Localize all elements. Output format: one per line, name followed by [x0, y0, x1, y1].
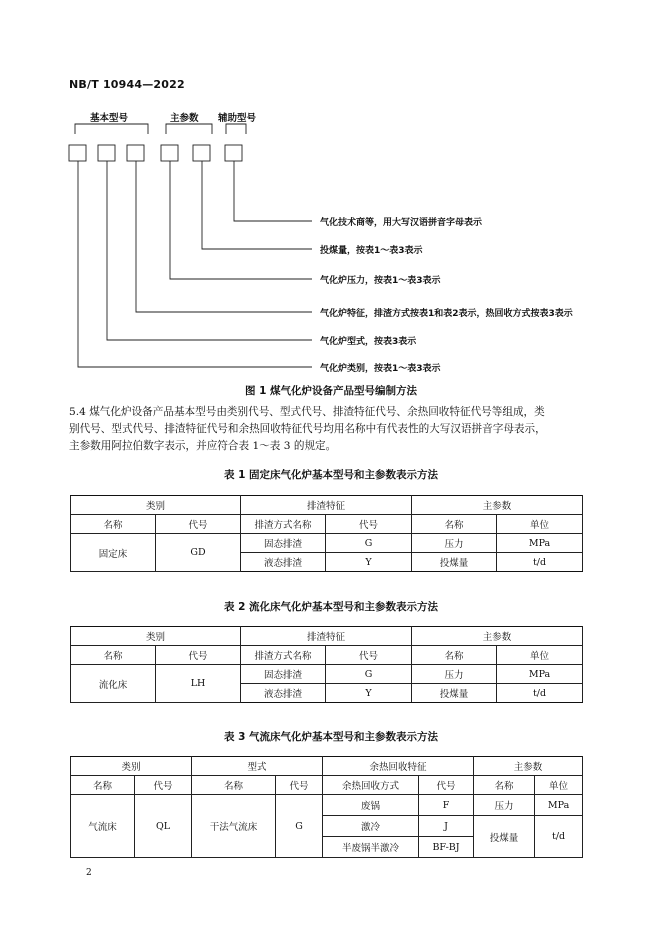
heat-method: 半废锅半激冷	[323, 837, 419, 858]
column-header: 代号	[326, 646, 412, 665]
annotation-feed: 投煤量，按表1～表3表示	[320, 246, 423, 256]
param-name: 投煤量	[412, 684, 497, 703]
category-name: 固定床	[71, 534, 156, 572]
slag-method: 固态排渣	[241, 665, 326, 684]
column-header: 单位	[497, 646, 583, 665]
leader-feature	[136, 161, 312, 312]
code-box-6	[225, 145, 242, 161]
category-name: 气流床	[71, 795, 135, 858]
param-name: 压力	[412, 534, 497, 553]
column-header: 单位	[497, 515, 583, 534]
param-unit: t/d	[535, 816, 583, 858]
group-header: 排渣特征	[241, 496, 412, 515]
leader-type	[107, 161, 312, 340]
code-box-3	[127, 145, 144, 161]
label-basic-model: 基本型号	[90, 113, 129, 124]
table3-caption: 表 3 气流床气化炉基本型号和主参数表示方法	[223, 731, 439, 743]
leader-feed	[202, 161, 312, 249]
heat-method: 激冷	[323, 816, 419, 837]
paragraph-line: 主参数用阿拉伯数字表示，并应符合表 1～表 3 的规定。	[69, 440, 337, 452]
group-header: 类别	[71, 496, 241, 515]
param-unit: t/d	[497, 553, 583, 572]
table2-caption: 表 2 流化床气化炉基本型号和主参数表示方法	[223, 601, 439, 613]
code-box-4	[161, 145, 178, 161]
code-box-2	[98, 145, 115, 161]
model-code-diagram	[0, 0, 662, 380]
column-header: 单位	[535, 776, 583, 795]
column-header: 名称	[412, 515, 497, 534]
category-name: 流化床	[71, 665, 156, 703]
group-header: 型式	[192, 757, 323, 776]
code-box-5	[193, 145, 210, 161]
param-unit: MPa	[535, 795, 583, 816]
column-header: 代号	[326, 515, 412, 534]
leader-pressure	[170, 161, 312, 279]
group-header: 类别	[71, 757, 192, 776]
slag-method: 液态排渣	[241, 553, 326, 572]
column-header: 代号	[156, 515, 241, 534]
group-header: 主参数	[474, 757, 583, 776]
heat-method: 废锅	[323, 795, 419, 816]
column-header: 代号	[419, 776, 474, 795]
param-name: 压力	[412, 665, 497, 684]
column-header: 名称	[71, 776, 135, 795]
standard-code: NB/T 10944—2022	[69, 78, 185, 91]
annotation-category: 气化炉类别，按表1～表3表示	[320, 364, 441, 374]
section-5-4	[69, 404, 583, 455]
heat-code: BF-BJ	[419, 837, 474, 858]
paragraph-line: 5.4 煤气化炉设备产品基本型号由类别代号、型式代号、排渣特征代号、余热回收特征代号等组成，类	[69, 406, 545, 418]
slag-code: G	[326, 534, 412, 553]
column-header: 余热回收方式	[323, 776, 419, 795]
param-name: 压力	[474, 795, 535, 816]
param-name: 投煤量	[412, 553, 497, 572]
group-header: 主参数	[412, 627, 583, 646]
slag-method: 固态排渣	[241, 534, 326, 553]
bracket-aux	[226, 124, 246, 134]
annotation-aux: 气化技术商等，用大写汉语拼音字母表示	[320, 218, 483, 228]
column-header: 代号	[156, 646, 241, 665]
bracket-basic	[75, 124, 148, 134]
table1	[70, 495, 583, 572]
paragraph-line: 别代号、型式代号、排渣特征代号和余热回收特征代号均用名称中有代表性的大写汉语拼音字母表示，	[69, 423, 546, 435]
group-header: 排渣特征	[241, 627, 412, 646]
column-header: 排渣方式名称	[241, 646, 326, 665]
slag-method: 液态排渣	[241, 684, 326, 703]
column-header: 排渣方式名称	[241, 515, 326, 534]
category-code: QL	[135, 795, 192, 858]
param-name: 投煤量	[474, 816, 535, 858]
label-aux-model: 辅助型号	[218, 113, 257, 124]
group-header: 余热回收特征	[323, 757, 474, 776]
group-header: 主参数	[412, 496, 583, 515]
heat-code: J	[419, 816, 474, 837]
annotation-type: 气化炉型式，按表3表示	[320, 337, 417, 347]
table1-caption: 表 1 固定床气化炉基本型号和主参数表示方法	[223, 469, 439, 481]
heat-code: F	[419, 795, 474, 816]
figure-caption: 图 1 煤气化炉设备产品型号编制方法	[244, 385, 418, 397]
column-header: 名称	[412, 646, 497, 665]
type-code: G	[276, 795, 323, 858]
leader-aux	[234, 161, 312, 221]
group-header: 类别	[71, 627, 241, 646]
page-number: 2	[86, 868, 92, 878]
param-unit: MPa	[497, 665, 583, 684]
annotation-feature: 气化炉特征，排渣方式按表1和表2表示，热回收方式按表3表示	[320, 309, 573, 319]
slag-code: Y	[326, 553, 412, 572]
column-header: 名称	[192, 776, 276, 795]
bracket-main	[166, 124, 212, 134]
column-header: 代号	[135, 776, 192, 795]
code-box-1	[69, 145, 86, 161]
param-unit: t/d	[497, 684, 583, 703]
column-header: 名称	[71, 515, 156, 534]
leader-category	[78, 161, 312, 367]
slag-code: G	[326, 665, 412, 684]
category-code: LH	[156, 665, 241, 703]
label-main-param: 主参数	[170, 113, 199, 124]
column-header: 名称	[474, 776, 535, 795]
slag-code: Y	[326, 684, 412, 703]
column-header: 名称	[71, 646, 156, 665]
param-unit: MPa	[497, 534, 583, 553]
column-header: 代号	[276, 776, 323, 795]
type-name: 干法气流床	[192, 795, 276, 858]
category-code: GD	[156, 534, 241, 572]
table2	[70, 626, 583, 703]
table3	[70, 756, 583, 858]
annotation-pressure: 气化炉压力，按表1～表3表示	[320, 276, 441, 286]
